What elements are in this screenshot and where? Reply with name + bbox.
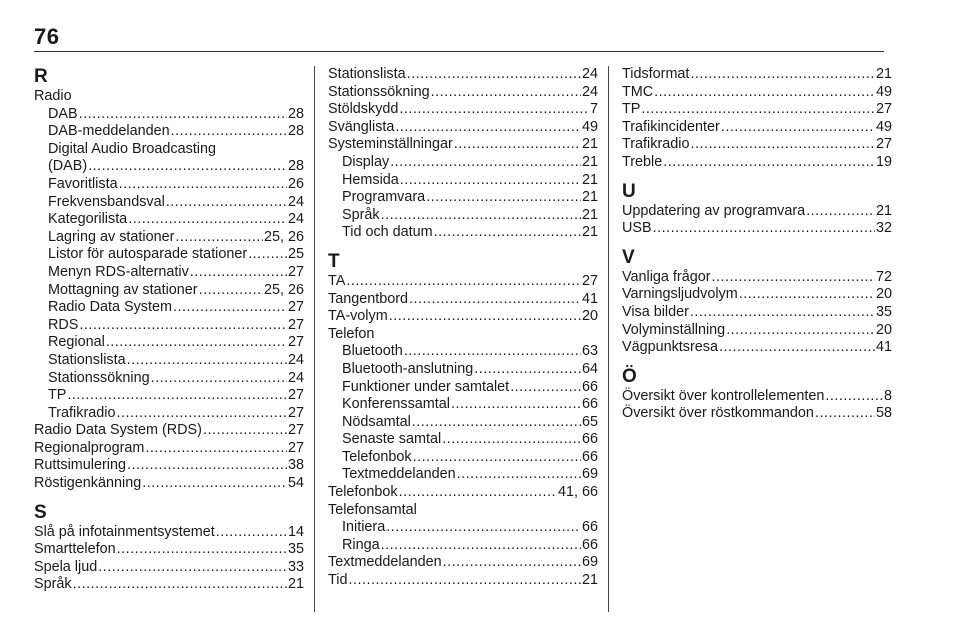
entry-label: TP <box>48 387 67 404</box>
index-entry <box>328 136 598 154</box>
leader-dots <box>653 220 875 238</box>
index-subentry <box>34 264 304 282</box>
index-entry <box>622 388 892 406</box>
entry-page: 28 <box>287 123 304 140</box>
entry-label: Treble <box>622 153 663 170</box>
leader-dots <box>404 343 581 361</box>
index-column-3 <box>622 66 892 423</box>
index-entry <box>622 405 892 423</box>
leader-dots <box>142 475 287 493</box>
entry-page: 20 <box>875 321 892 338</box>
entry-label: Stöldskydd <box>328 101 399 118</box>
leader-dots <box>386 519 581 537</box>
entry-label: Ruttsimulering <box>34 457 126 474</box>
entry-page: 20 <box>875 286 892 303</box>
entry-page: 41 <box>581 290 598 307</box>
leader-dots <box>98 559 287 577</box>
leader-dots <box>413 449 581 467</box>
index-entry <box>622 322 892 340</box>
index-subentry <box>34 370 304 388</box>
entry-label: Språk <box>342 206 380 223</box>
index-subentry <box>328 224 598 242</box>
leader-dots <box>119 176 287 194</box>
index-subentry <box>34 106 304 124</box>
index-subentry <box>34 299 304 317</box>
section-letter: T <box>328 250 340 272</box>
leader-dots <box>381 537 581 555</box>
index-subentry <box>34 229 304 247</box>
leader-dots <box>426 189 581 207</box>
entry-page: 24 <box>287 193 304 210</box>
leader-dots <box>399 484 557 502</box>
entry-page: 69 <box>581 466 598 483</box>
index-entry <box>328 572 598 590</box>
entry-page: 27 <box>287 422 304 439</box>
index-entry <box>622 136 892 154</box>
leader-dots <box>116 405 287 423</box>
entry-label: Ringa <box>342 536 380 553</box>
entry-label: Textmeddelanden <box>328 554 442 571</box>
entry-label: DAB-meddelanden <box>48 123 170 140</box>
entry-label: Trafikincidenter <box>622 118 720 135</box>
entry-label: Hemsida <box>342 171 399 188</box>
leader-dots <box>190 264 287 282</box>
leader-dots <box>815 405 875 423</box>
entry-label: Radio Data System (RDS) <box>34 422 202 439</box>
entry-label: TP <box>622 101 641 118</box>
entry-label: (DAB) <box>48 158 88 175</box>
leader-dots <box>412 414 581 432</box>
entry-page: 66 <box>581 378 598 395</box>
leader-dots <box>216 524 287 542</box>
index-subentry <box>328 154 598 172</box>
entry-page: 20 <box>581 308 598 325</box>
entry-page: 72 <box>875 268 892 285</box>
entry-label: Favoritlista <box>48 175 118 192</box>
leader-dots <box>825 388 883 406</box>
entry-label: Mottagning av stationer <box>48 281 198 298</box>
entry-page: 27 <box>287 299 304 316</box>
entry-label: TA <box>328 272 346 289</box>
leader-dots <box>726 322 875 340</box>
index-subentry <box>328 343 598 361</box>
index-entry <box>34 541 304 559</box>
index-subentry <box>328 396 598 414</box>
entry-page: 49 <box>581 118 598 135</box>
index-entry <box>622 119 892 137</box>
index-subentry <box>328 361 598 379</box>
leader-dots <box>400 172 581 190</box>
entry-label: Trafikradio <box>622 136 690 153</box>
entry-label: Systeminställningar <box>328 136 453 153</box>
entry-page: 66 <box>581 448 598 465</box>
entry-page: 35 <box>287 541 304 558</box>
entry-label: Varningsljudvolym <box>622 286 738 303</box>
entry-page: 33 <box>287 558 304 575</box>
leader-dots <box>663 154 875 172</box>
index-entry <box>34 524 304 542</box>
leader-dots <box>690 304 875 322</box>
entry-label: Telefonbok <box>328 484 398 501</box>
entry-label: Spela ljud <box>34 558 98 575</box>
page-number: 76 <box>34 24 60 49</box>
leader-dots <box>721 119 875 137</box>
column-divider <box>608 66 609 612</box>
entry-label: USB <box>622 220 652 237</box>
entry-page: 21 <box>581 136 598 153</box>
entry-label: TA-volym <box>328 308 388 325</box>
leader-dots <box>474 361 581 379</box>
entry-label: Vägpunktsresa <box>622 339 718 356</box>
index-entry <box>622 84 892 102</box>
entry-page: 21 <box>581 153 598 170</box>
index-entry <box>328 554 598 572</box>
entry-page: 35 <box>875 303 892 320</box>
entry-label: Trafikradio <box>48 404 116 421</box>
entry-page: 25, 26 <box>263 281 304 298</box>
section-letter: Ö <box>622 365 637 387</box>
entry-page: 54 <box>287 475 304 492</box>
index-entry <box>34 440 304 458</box>
leader-dots <box>442 431 581 449</box>
entry-label: Vanliga frågor <box>622 268 711 285</box>
index-entry <box>328 484 598 502</box>
section-letter: R <box>34 66 48 87</box>
index-subentry <box>328 207 598 225</box>
leader-dots <box>79 106 287 124</box>
index-entry <box>622 154 892 172</box>
index-subentry <box>328 379 598 397</box>
index-entry-heading: Telefon <box>328 325 375 342</box>
entry-label: Regional <box>48 334 105 351</box>
leader-dots <box>739 286 875 304</box>
entry-page: 27 <box>287 387 304 404</box>
leader-dots <box>399 101 589 119</box>
entry-label: Stationslista <box>328 66 406 82</box>
leader-dots <box>407 66 581 84</box>
entry-page: 64 <box>581 360 598 377</box>
entry-label: Menyn RDS-alternativ <box>48 263 189 280</box>
entry-label: Översikt över röstkommandon <box>622 405 814 422</box>
index-entry <box>328 101 598 119</box>
leader-dots <box>173 299 287 317</box>
entry-label: Tid <box>328 572 348 589</box>
entry-page: 27 <box>875 136 892 153</box>
leader-dots <box>395 119 581 137</box>
entry-page: 63 <box>581 343 598 360</box>
entry-page: 58 <box>875 405 892 422</box>
entry-label: Uppdatering av programvara <box>622 202 806 219</box>
section-letter: S <box>34 501 47 523</box>
entry-page: 49 <box>875 118 892 135</box>
entry-label: Smarttelefon <box>34 541 116 558</box>
entry-label: Senaste samtal <box>342 431 442 448</box>
entry-label: Funktioner under samtalet <box>342 378 510 395</box>
entry-page: 25 <box>287 246 304 263</box>
index-entry <box>328 66 598 84</box>
leader-dots <box>73 576 287 594</box>
leader-dots <box>127 352 287 370</box>
entry-label: Initiera <box>342 519 386 536</box>
index-subentry <box>34 211 304 229</box>
index-entry <box>622 101 892 119</box>
index-entry <box>622 339 892 357</box>
leader-dots <box>106 334 287 352</box>
entry-label: Kategorilista <box>48 211 128 228</box>
entry-page: 19 <box>875 153 892 170</box>
leader-dots <box>346 273 581 291</box>
index-subentry <box>34 246 304 264</box>
leader-dots <box>145 440 287 458</box>
entry-page: 27 <box>875 101 892 118</box>
entry-label: Frekvensbandsval <box>48 193 165 210</box>
index-subentry <box>328 431 598 449</box>
entry-page: 21 <box>581 572 598 589</box>
index-entry-heading: Radio <box>34 88 72 104</box>
entry-page: 24 <box>287 211 304 228</box>
entry-page: 21 <box>581 171 598 188</box>
index-entry <box>328 308 598 326</box>
entry-page: 32 <box>875 220 892 237</box>
leader-dots <box>117 541 287 559</box>
section-letter: V <box>622 246 635 268</box>
index-entry <box>328 273 598 291</box>
index-entry <box>622 269 892 287</box>
entry-page: 27 <box>287 404 304 421</box>
entry-label: RDS <box>48 316 79 333</box>
index-entry <box>622 286 892 304</box>
entry-label: Tangentbord <box>328 290 409 307</box>
index-subentry <box>34 194 304 212</box>
entry-page: 66 <box>581 396 598 413</box>
entry-page: 27 <box>287 334 304 351</box>
column-divider <box>314 66 315 612</box>
entry-label: Språk <box>34 576 72 593</box>
entry-page: 65 <box>581 413 598 430</box>
entry-page: 27 <box>581 272 598 289</box>
index-entry <box>34 559 304 577</box>
entry-label: Tidsformat <box>622 66 690 82</box>
entry-label: Stationssökning <box>48 369 150 386</box>
leader-dots <box>806 203 875 221</box>
section-letter: U <box>622 180 636 202</box>
index-subentry-heading: Digital Audio Broadcasting <box>48 140 216 157</box>
entry-label: Regionalprogram <box>34 439 145 456</box>
leader-dots <box>88 158 287 176</box>
entry-label: Listor för autosparade stationer <box>48 246 248 263</box>
entry-label: Telefonbok <box>342 448 412 465</box>
entry-page: 24 <box>581 66 598 82</box>
leader-dots <box>171 123 287 141</box>
entry-label: Svänglista <box>328 118 395 135</box>
entry-label: Tid och datum <box>342 224 433 241</box>
leader-dots <box>690 136 875 154</box>
entry-label: Nödsamtal <box>342 413 411 430</box>
leader-dots <box>151 370 287 388</box>
index-entry <box>34 422 304 440</box>
entry-page: 14 <box>287 523 304 540</box>
entry-page: 69 <box>581 554 598 571</box>
leader-dots <box>457 466 581 484</box>
entry-page: 21 <box>875 202 892 219</box>
entry-label: Bluetooth-anslutning <box>342 360 474 377</box>
leader-dots <box>79 317 287 335</box>
entry-label: Radio Data System <box>48 299 172 316</box>
entry-page: 49 <box>875 83 892 100</box>
leader-dots <box>199 282 263 300</box>
entry-label: Programvara <box>342 189 426 206</box>
entry-page: 7 <box>589 101 598 118</box>
index-entry <box>328 119 598 137</box>
index-subentry <box>34 158 304 176</box>
index-subentry <box>34 334 304 352</box>
entry-page: 27 <box>287 263 304 280</box>
entry-page: 41, 66 <box>557 484 598 501</box>
leader-dots <box>389 308 581 326</box>
index-entry <box>34 475 304 493</box>
entry-page: 66 <box>581 536 598 553</box>
entry-page: 66 <box>581 431 598 448</box>
entry-page: 25, 26 <box>263 228 304 245</box>
leader-dots <box>641 101 875 119</box>
leader-dots <box>128 211 287 229</box>
index-subentry <box>328 449 598 467</box>
entry-label: Översikt över kontrollelementen <box>622 387 825 404</box>
leader-dots <box>409 291 581 309</box>
index-subentry <box>328 172 598 190</box>
leader-dots <box>510 379 581 397</box>
index-entry <box>328 291 598 309</box>
index-subentry <box>34 387 304 405</box>
entry-page: 24 <box>287 351 304 368</box>
index-subentry <box>328 466 598 484</box>
index-entry <box>328 84 598 102</box>
leader-dots <box>348 572 581 590</box>
index-subentry <box>34 123 304 141</box>
index-subentry <box>34 405 304 423</box>
entry-label: Konferenssamtal <box>342 396 450 413</box>
entry-page: 28 <box>287 158 304 175</box>
entry-page: 26 <box>287 175 304 192</box>
entry-page: 21 <box>581 224 598 241</box>
index-entry <box>622 66 892 84</box>
index-entry <box>622 203 892 221</box>
entry-label: DAB <box>48 105 78 122</box>
entry-page: 27 <box>287 439 304 456</box>
index-column-1 <box>34 66 304 594</box>
index-entry <box>622 304 892 322</box>
index-entry <box>34 457 304 475</box>
entry-page: 21 <box>581 189 598 206</box>
leader-dots <box>381 207 581 225</box>
entry-page: 28 <box>287 105 304 122</box>
entry-label: Display <box>342 153 390 170</box>
index-entry <box>34 576 304 594</box>
entry-page: 21 <box>581 206 598 223</box>
leader-dots <box>451 396 581 414</box>
entry-label: Stationssökning <box>328 83 430 100</box>
leader-dots <box>690 66 875 84</box>
leader-dots <box>431 84 581 102</box>
entry-label: Volyminställning <box>622 321 726 338</box>
header-rule <box>34 51 884 52</box>
leader-dots <box>654 84 875 102</box>
entry-page: 21 <box>287 576 304 593</box>
index-subentry <box>328 414 598 432</box>
index-subentry <box>34 352 304 370</box>
leader-dots <box>127 457 287 475</box>
entry-page: 66 <box>581 519 598 536</box>
index-subentry <box>34 176 304 194</box>
entry-label: Lagring av stationer <box>48 228 175 245</box>
index-subentry <box>328 537 598 555</box>
leader-dots <box>712 269 875 287</box>
entry-page: 24 <box>287 369 304 386</box>
index-column-2 <box>328 66 598 590</box>
index-subentry <box>34 282 304 300</box>
leader-dots <box>248 246 287 264</box>
index-subentry <box>328 519 598 537</box>
entry-page: 38 <box>287 457 304 474</box>
entry-label: TMC <box>622 83 654 100</box>
leader-dots <box>203 422 287 440</box>
leader-dots <box>454 136 581 154</box>
entry-label: Slå på infotainmentsystemet <box>34 523 215 540</box>
entry-page: 8 <box>883 387 892 404</box>
leader-dots <box>719 339 875 357</box>
entry-page: 24 <box>581 83 598 100</box>
index-subentry <box>34 317 304 335</box>
entry-page: 41 <box>875 339 892 356</box>
index-subentry <box>328 189 598 207</box>
leader-dots <box>434 224 581 242</box>
entry-label: Visa bilder <box>622 303 689 320</box>
entry-page: 21 <box>875 66 892 82</box>
entry-label: Stationslista <box>48 351 126 368</box>
entry-label: Bluetooth <box>342 343 403 360</box>
index-entry <box>622 220 892 238</box>
index-entry-heading: Telefonsamtal <box>328 501 417 518</box>
entry-label: Röstigenkänning <box>34 475 142 492</box>
entry-page: 27 <box>287 316 304 333</box>
leader-dots <box>166 194 287 212</box>
leader-dots <box>67 387 287 405</box>
leader-dots <box>175 229 263 247</box>
entry-label: Textmeddelanden <box>342 466 456 483</box>
leader-dots <box>390 154 581 172</box>
leader-dots <box>443 554 581 572</box>
